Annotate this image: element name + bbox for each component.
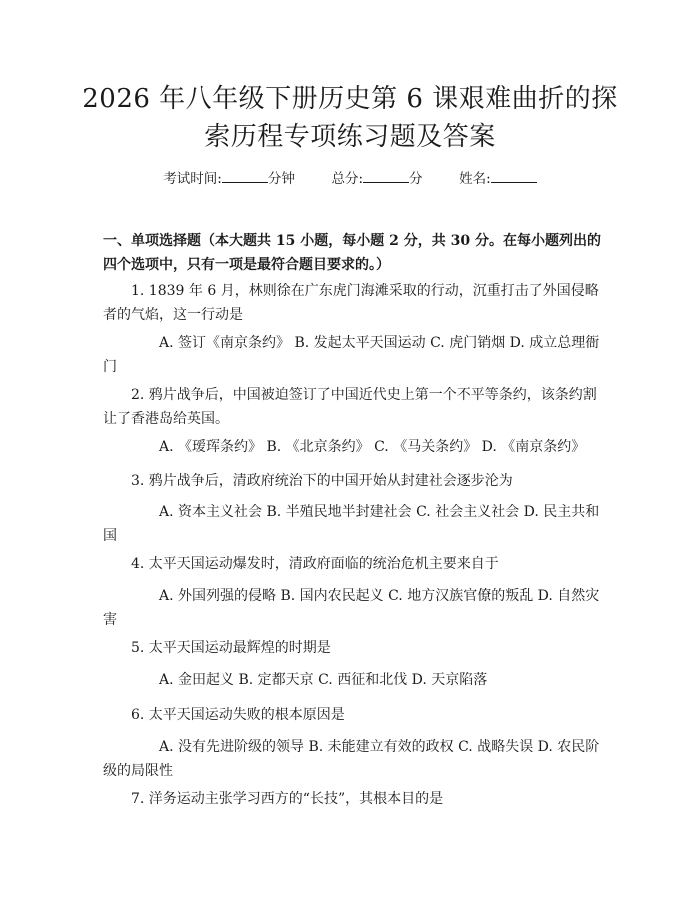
question-2-options: A. 《瑷珲条约》 B. 《北京条约》 C. 《马关条约》 D. 《南京条约》 [159, 439, 586, 455]
question-4-options: A. 外国列强的侵略 B. 国内农民起义 C. 地方汉族官僚的叛乱 D. 自然灾害 [103, 588, 600, 628]
question-3-stem: 3. 鸦片战争后，清政府统治下的中国开始从封建社会逐步沦为 [131, 473, 513, 489]
exam-meta [0, 168, 700, 189]
score-unit: 分 [409, 171, 423, 187]
score-blank [363, 168, 409, 183]
question-5-options: A. 金田起义 B. 定都天京 C. 西征和北伐 D. 天京陷落 [159, 672, 488, 688]
question-7-stem: 7. 洋务运动主张学习西方的“长技”，其根本目的是 [131, 791, 444, 807]
question-4-stem: 4. 太平天国运动爆发时，清政府面临的统治危机主要来自于 [131, 556, 499, 572]
name-label: 姓名: [459, 171, 491, 187]
question-1-stem: 1. 1839 年 6 月，林则徐在广东虎门海滩采取的行动，沉重打击了外国侵略者的气焰，这一行动是 [103, 283, 599, 323]
document-title [60, 80, 640, 156]
question-1-options: A. 签订《南京条约》 B. 发起太平天国运动 C. 虎门销烟 D. 成立总理衙门 [103, 335, 600, 375]
name-blank [491, 168, 537, 183]
question-2-stem: 2. 鸦片战争后，中国被迫签订了中国近代史上第一个不平等条约，该条约割让了香港岛给英国。 [103, 387, 597, 427]
question-3-options: A. 资本主义社会 B. 半殖民地半封建社会 C. 社会主义社会 D. 民主共和国 [103, 504, 600, 544]
question-6-stem: 6. 太平天国运动失败的根本原因是 [131, 707, 345, 723]
title-line-1: 2026 年八年级下册历史第 6 课艰难曲折的探 [82, 84, 618, 114]
question-5-stem: 5. 太平天国运动最辉煌的时期是 [131, 640, 331, 656]
title-line-2: 索历程专项练习题及答案 [204, 122, 496, 152]
time-blank [222, 168, 268, 183]
score-label: 总分: [331, 171, 364, 187]
question-6-options: A. 没有先进阶级的领导 B. 未能建立有效的政权 C. 战略失误 D. 农民阶级的局限性 [103, 739, 600, 779]
section-heading: 一、单项选择题（本大题共 15 小题，每小题 2 分，共 30 分。在每小题列出的四个选项中，只有一项是最符合题目要求的。） [103, 233, 601, 273]
time-label: 考试时间: [163, 171, 222, 187]
time-unit: 分钟 [267, 171, 295, 187]
